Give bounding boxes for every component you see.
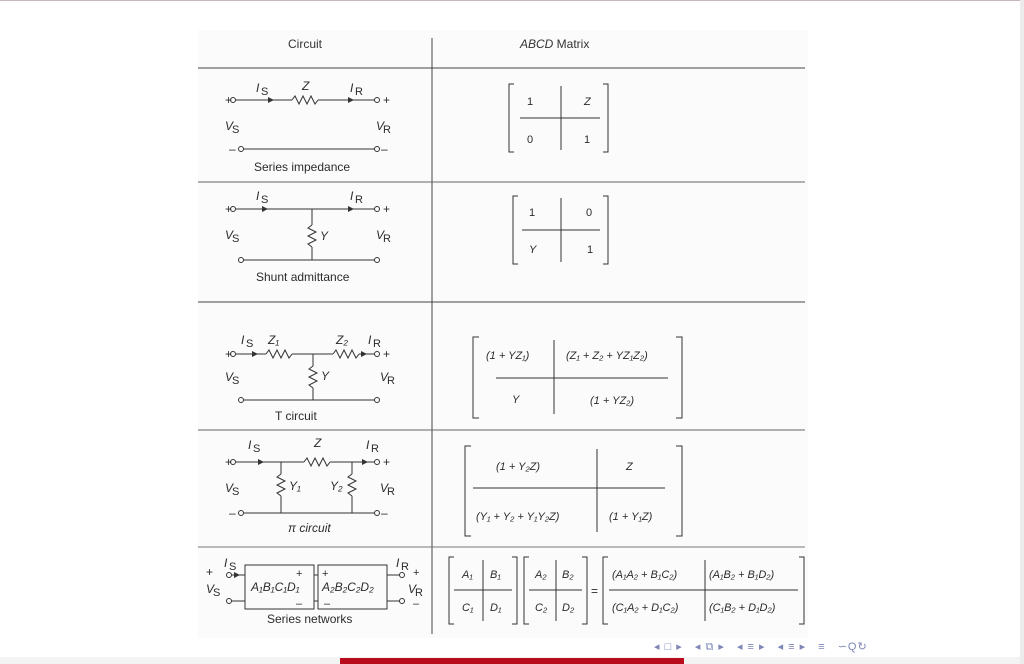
- is-sub: S: [261, 86, 269, 98]
- series-networks-caption: Series networks: [267, 612, 353, 626]
- svg-text:+: +: [225, 455, 233, 469]
- svg-text:(C₁A₂ + D₁C₂): (C₁A₂ + D₁C₂): [612, 602, 679, 614]
- svg-text:A₁: A₁: [462, 569, 473, 581]
- svg-text:1: 1: [587, 244, 594, 256]
- ir-sub: R: [355, 86, 363, 98]
- svg-text:V: V: [225, 481, 234, 495]
- svg-text:S: S: [246, 338, 254, 350]
- pi-z-label: Z: [314, 436, 322, 450]
- t-z1-label: Z₁: [268, 333, 280, 347]
- svg-text:(1 + Y₂Z): (1 + Y₂Z): [496, 461, 541, 473]
- svg-text:R: R: [387, 486, 395, 498]
- svg-text:R: R: [401, 561, 409, 573]
- svg-text:–: –: [381, 506, 388, 520]
- svg-text:S: S: [253, 443, 261, 455]
- svg-text:+: +: [383, 347, 391, 361]
- svg-text:I: I: [224, 556, 228, 570]
- svg-text:R: R: [371, 443, 379, 455]
- vr-sub: R: [383, 124, 391, 136]
- svg-text:I: I: [256, 189, 260, 203]
- svg-text:Y: Y: [529, 244, 537, 256]
- svg-text:I: I: [368, 333, 372, 347]
- series-networks-circuit: [206, 556, 423, 626]
- svg-text:Y: Y: [512, 394, 520, 406]
- is-label: I: [256, 81, 260, 95]
- ir-label: I: [350, 81, 354, 95]
- svg-text:C₁: C₁: [462, 602, 474, 614]
- svg-text:S: S: [232, 486, 240, 498]
- svg-text:I: I: [396, 556, 400, 570]
- z-label: Z: [302, 79, 310, 93]
- svg-text:D₁: D₁: [490, 602, 502, 614]
- svg-text:+: +: [296, 568, 303, 580]
- svg-text:I: I: [241, 333, 245, 347]
- t-y-label: Y: [321, 369, 330, 383]
- svg-text:R: R: [387, 375, 395, 387]
- pi-circuit-caption: π circuit: [288, 521, 331, 535]
- svg-text:+: +: [413, 567, 420, 579]
- svg-text:S: S: [213, 587, 221, 599]
- svg-text:+: +: [383, 455, 391, 469]
- minus-left: –: [229, 142, 236, 156]
- svg-text:S: S: [232, 233, 240, 245]
- m1-d: 1: [584, 134, 591, 146]
- t-circuit-caption: T circuit: [275, 409, 317, 423]
- header-circuit: Circuit: [288, 37, 323, 51]
- series-impedance-caption: Series impedance: [254, 160, 351, 174]
- svg-text:I: I: [248, 438, 252, 452]
- svg-text:(C₁B₂ + D₁D₂): (C₁B₂ + D₁D₂): [709, 602, 776, 614]
- svg-text:V: V: [225, 228, 234, 242]
- pi-circuit: [225, 436, 395, 535]
- progress-bar: [340, 658, 684, 664]
- shunt-admittance-circuit: [225, 189, 391, 284]
- svg-text:S: S: [229, 561, 237, 573]
- svg-text:–: –: [296, 598, 303, 610]
- box2-label: A₂B₂C₂D₂: [322, 580, 374, 594]
- shunt-admittance-matrix: [513, 196, 608, 264]
- nav-subsection-icon[interactable]: ◂ ⧉ ▸: [694, 641, 725, 653]
- vs-label: V: [225, 119, 234, 133]
- series-impedance-matrix: [509, 84, 608, 152]
- series-impedance-circuit: [225, 79, 391, 174]
- box1-label: A₁B₁C₁D₁: [251, 580, 300, 594]
- svg-text:–: –: [413, 598, 420, 610]
- m1-c: 0: [527, 134, 534, 146]
- nav-section-icon-2[interactable]: ◂ ≡ ▸: [777, 641, 807, 653]
- svg-text:A₂: A₂: [535, 569, 547, 581]
- svg-text:V: V: [380, 481, 389, 495]
- svg-text:(Y₁ + Y₂ + Y₁Y₂Z): (Y₁ + Y₂ + Y₁Y₂Z): [476, 511, 560, 523]
- m1-b: Z: [584, 96, 591, 108]
- svg-text:R: R: [373, 338, 381, 350]
- equals-sign: =: [591, 584, 599, 598]
- svg-text:(Z₁ + Z₂ + YZ₁Z₂): (Z₁ + Z₂ + YZ₁Z₂): [566, 350, 648, 362]
- svg-text:R: R: [415, 587, 423, 599]
- svg-text:V: V: [225, 370, 234, 384]
- svg-text:S: S: [232, 375, 240, 387]
- minus-right: –: [381, 142, 388, 156]
- svg-text:I: I: [366, 438, 370, 452]
- svg-text:(A₁A₂ + B₁C₂): (A₁A₂ + B₁C₂): [612, 569, 678, 581]
- pi-y1-label: Y₁: [289, 479, 301, 493]
- svg-text:Z: Z: [626, 461, 633, 473]
- svg-text:1: 1: [529, 207, 536, 219]
- svg-text:B₂: B₂: [562, 569, 574, 581]
- svg-text:B₁: B₁: [490, 569, 501, 581]
- svg-text:+: +: [322, 568, 329, 580]
- svg-text:+: +: [206, 565, 214, 579]
- svg-text:D₂: D₂: [562, 602, 575, 614]
- svg-text:V: V: [206, 582, 215, 596]
- right-edge: [1020, 0, 1024, 664]
- plus-right: +: [383, 93, 391, 107]
- svg-text:(A₁B₂ + B₁D₂): (A₁B₂ + B₁D₂): [709, 569, 775, 581]
- svg-text:+: +: [225, 347, 233, 361]
- svg-text:–: –: [324, 598, 331, 610]
- nav-frame-icon[interactable]: ◂ □ ▸: [654, 641, 683, 653]
- pi-circuit-matrix: [465, 446, 682, 536]
- pi-y2-label: Y₂: [330, 479, 343, 493]
- svg-text:(1 + Y₁Z): (1 + Y₁Z): [609, 511, 653, 523]
- nav-search-icon[interactable]: ∽Q↻: [837, 641, 868, 653]
- vr-label: V: [376, 119, 385, 133]
- svg-text:0: 0: [586, 207, 593, 219]
- svg-text:–: –: [229, 506, 236, 520]
- svg-text:C₂: C₂: [535, 602, 548, 614]
- svg-text:+: +: [225, 202, 233, 216]
- shunt-admittance-caption: Shunt admittance: [256, 270, 350, 284]
- svg-text:V: V: [376, 228, 385, 242]
- svg-text:S: S: [261, 194, 269, 206]
- nav-menu-icon[interactable]: ≡: [818, 641, 826, 653]
- beamer-navigation: [654, 640, 876, 654]
- m1-a: 1: [527, 96, 534, 108]
- svg-text:+: +: [383, 202, 391, 216]
- shunt-y-label: Y: [320, 229, 329, 243]
- t-circuit: [225, 333, 395, 423]
- svg-text:(1 + YZ₁): (1 + YZ₁): [486, 350, 530, 362]
- series-networks-matrix-product: [449, 557, 804, 624]
- header-abcd-matrix: ABCD Matrix: [520, 37, 590, 51]
- t-circuit-matrix: [473, 337, 682, 418]
- svg-text:R: R: [355, 194, 363, 206]
- svg-text:V: V: [408, 582, 417, 596]
- svg-text:I: I: [350, 189, 354, 203]
- nav-section-icon[interactable]: ◂ ≡ ▸: [736, 641, 766, 653]
- svg-text:(1 + YZ₂): (1 + YZ₂): [590, 395, 635, 407]
- t-z2-label: Z₂: [336, 333, 348, 347]
- vs-sub: S: [232, 124, 240, 136]
- plus-left: +: [225, 93, 233, 107]
- svg-text:R: R: [383, 233, 391, 245]
- svg-text:V: V: [380, 370, 389, 384]
